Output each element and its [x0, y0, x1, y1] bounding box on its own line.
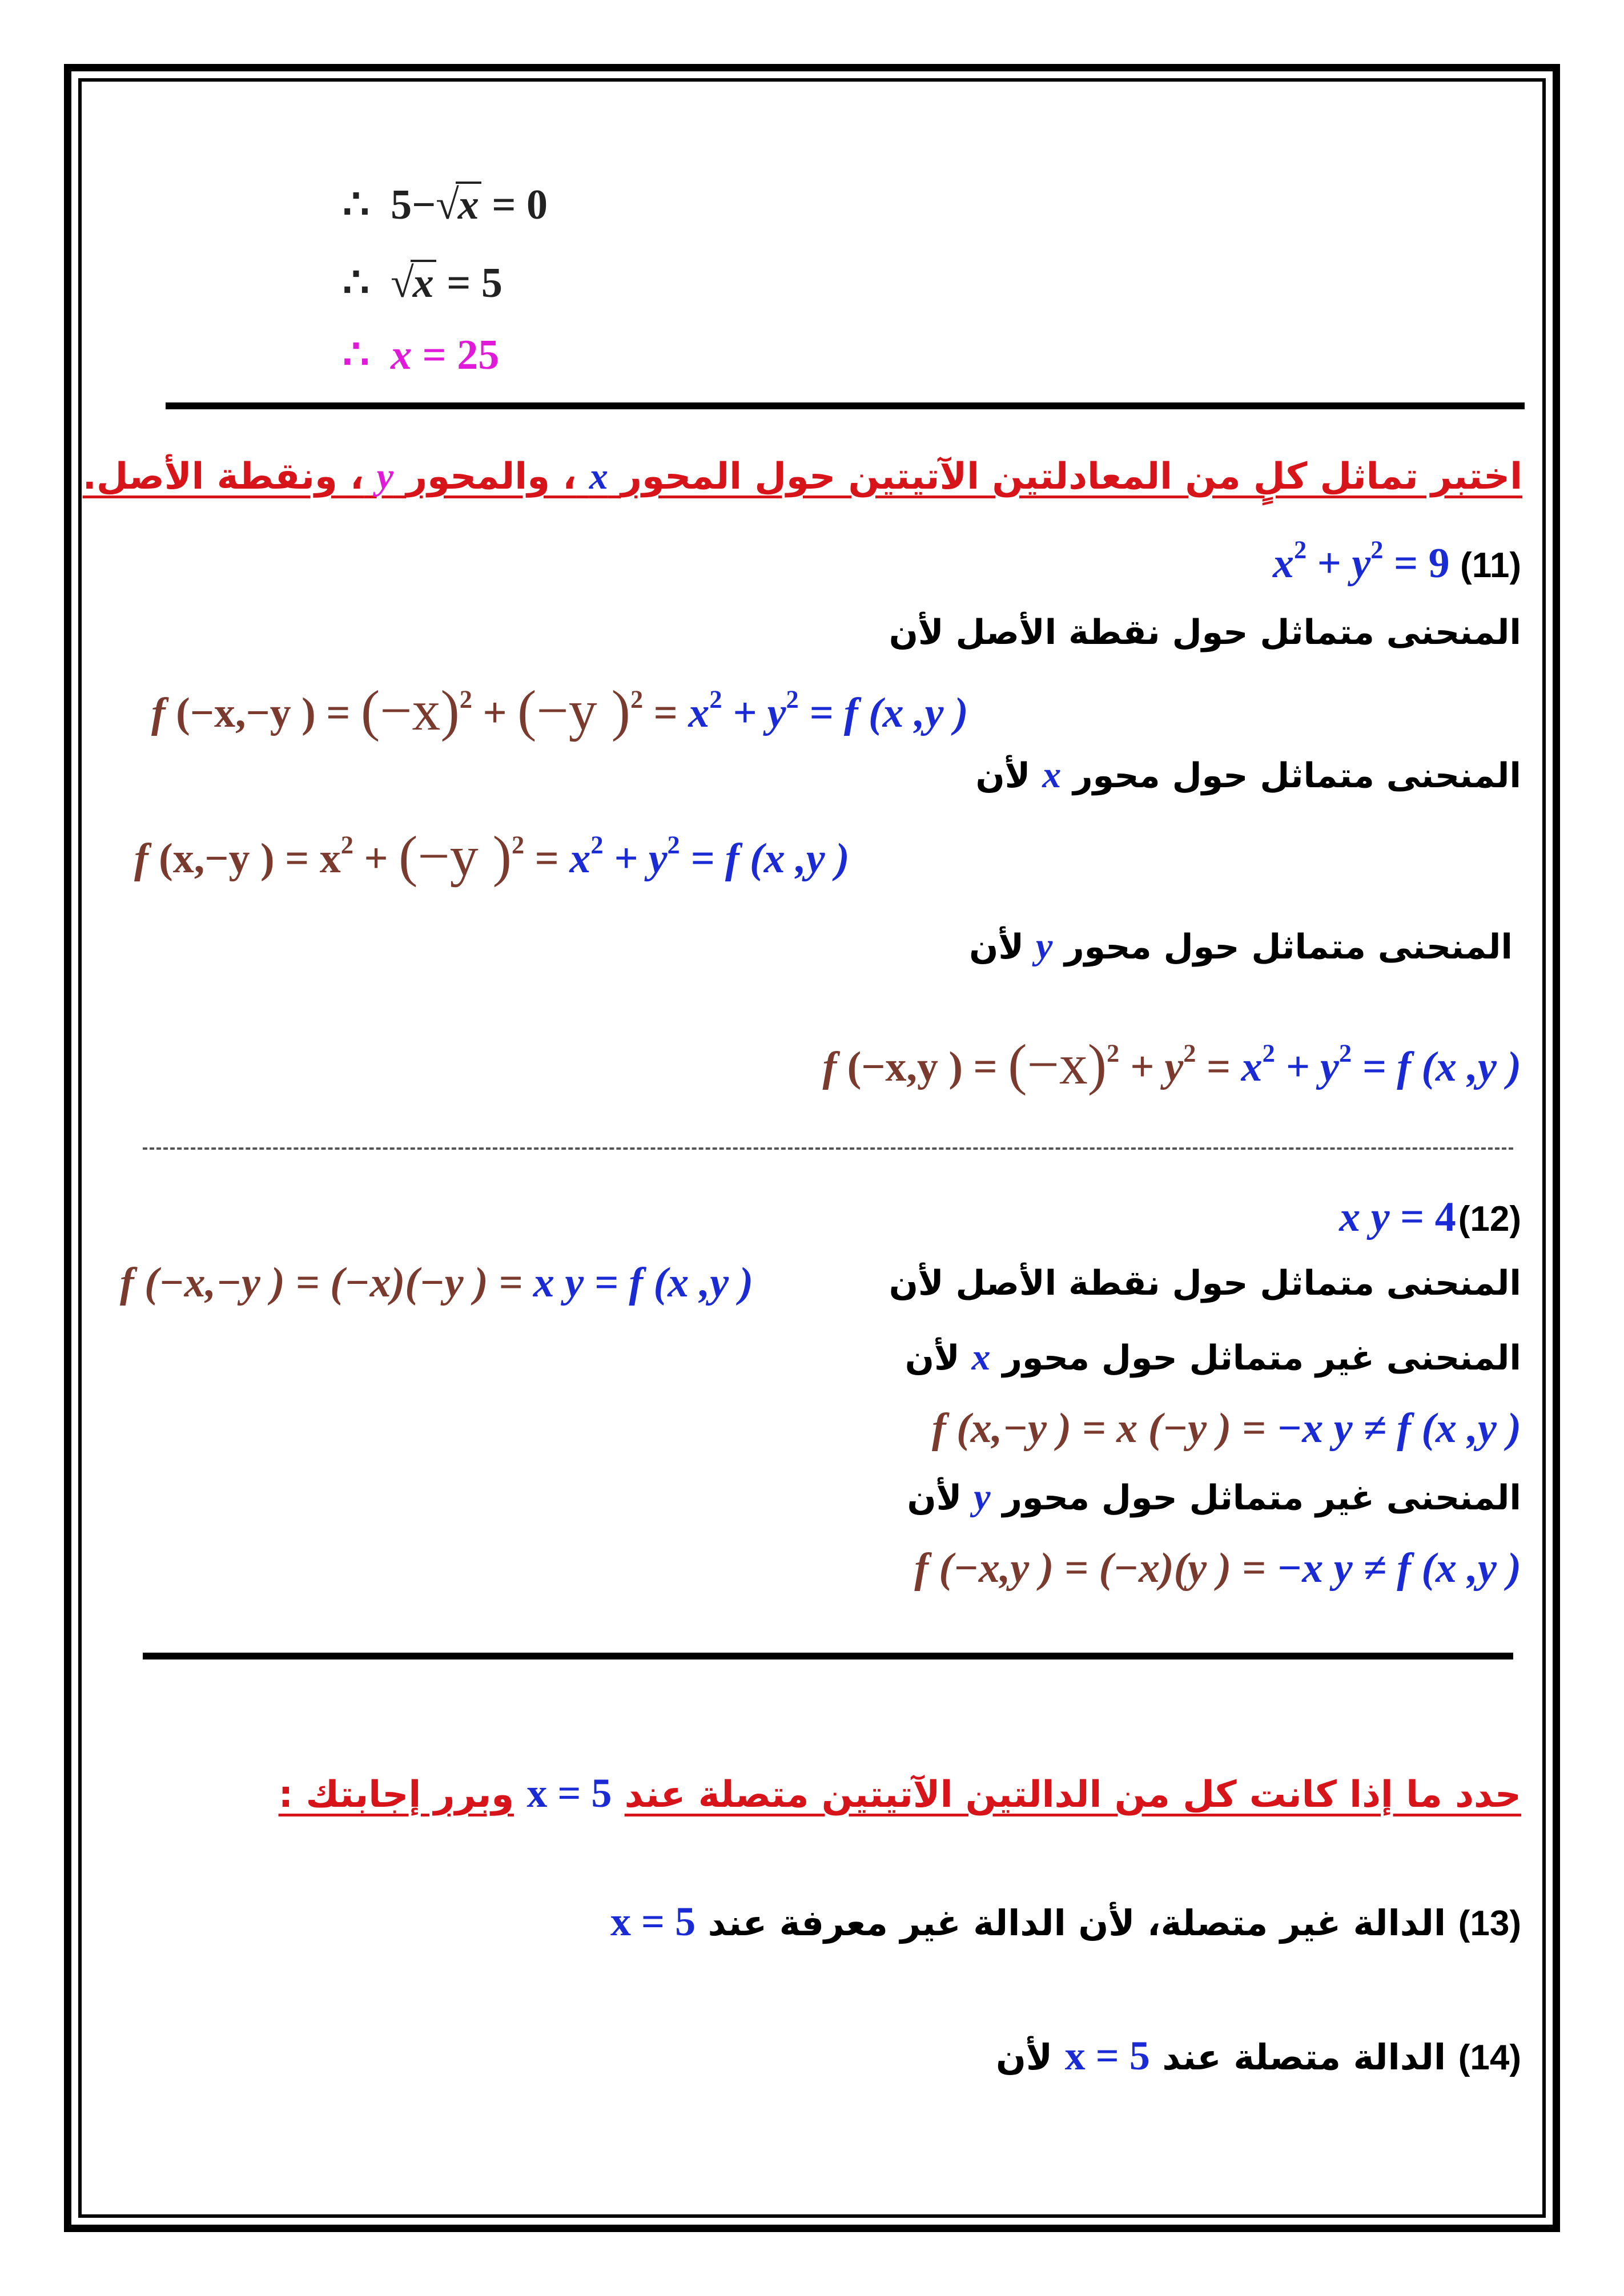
- problem-11-equation: $x^2 + y^2 = 9$: [1273, 535, 1450, 587]
- problem-11-number: (11): [1460, 546, 1521, 585]
- symmetry-instruction: اختبر تماثل كلٍ من المعادلتين الآتيتين حول المحور x ، والمحور y ، ونقطة الأصل.: [82, 456, 1522, 498]
- problem-12-equation: x y = 4: [1339, 1194, 1456, 1240]
- p12-yaxis-text: المنحنى غير متماثل حول محور y لأن: [907, 1476, 1521, 1518]
- p11-xaxis-formula: f (x,−y ) = $x^2 + (-y$ )$^2 = x^2 + y^2 = f$ (x ,y ): [134, 824, 850, 888]
- p12-origin-text: المنحنى متماثل حول نقطة الأصل لأن: [889, 1263, 1521, 1303]
- p12-xaxis-text: المنحنى غير متماثل حول محور x لأن: [905, 1336, 1521, 1378]
- p12-yaxis-formula: f (−x,y ) = (−x)(y ) = −x y ≠ f (x ,y ): [914, 1545, 1521, 1592]
- problem-11-header: [1273, 535, 1521, 587]
- p11-origin-text: المنحنى متماثل حول نقطة الأصل لأن: [889, 613, 1521, 652]
- divider-2: [143, 1653, 1513, 1659]
- problem-14: (14) الدالة متصلة عند x = 5 لأن: [996, 2033, 1521, 2079]
- p12-origin-formula: f (−x,−y ) = (−x)(−y ) = x y = f (x ,y ): [120, 1259, 754, 1306]
- p11-yaxis-formula: f (−x,y ) = $(-x)^2 + y^2 = x^2 + y^2 = f$ (x ,y ): [822, 1033, 1521, 1096]
- solution-line-2: ∴ √x = 5: [343, 260, 503, 307]
- divider-1: [166, 402, 1525, 409]
- p11-xaxis-text: المنحنى متماثل حول محور x لأن: [975, 754, 1521, 796]
- p11-yaxis-text: المنحنى متماثل حول محور y لأن: [969, 925, 1513, 967]
- solution-line-1: ∴ 5−√x = 0: [343, 182, 548, 228]
- continuity-instruction: حدد ما إذا كانت كل من الدالتين الآتيتين متصلة عند x = 5 وبرر إجابتك :: [278, 1770, 1521, 1816]
- problem-13: (13) الدالة غير متصلة، لأن الدالة غير معرفة عند x = 5: [610, 1899, 1521, 1944]
- problem-12-header: [1339, 1196, 1521, 1239]
- divider-dashed: [143, 1147, 1513, 1150]
- solution-line-3: ∴ x = 25: [343, 332, 500, 378]
- p11-origin-formula: f (−x,−y ) = $(-x)^2 + (-y$ )$^2 = x^2 + y^2 = f$ (x ,y ): [151, 679, 968, 742]
- problem-12-number: (12): [1458, 1199, 1521, 1239]
- p12-xaxis-formula: f (x,−y ) = x (−y ) = −x y ≠ f (x ,y ): [932, 1405, 1521, 1452]
